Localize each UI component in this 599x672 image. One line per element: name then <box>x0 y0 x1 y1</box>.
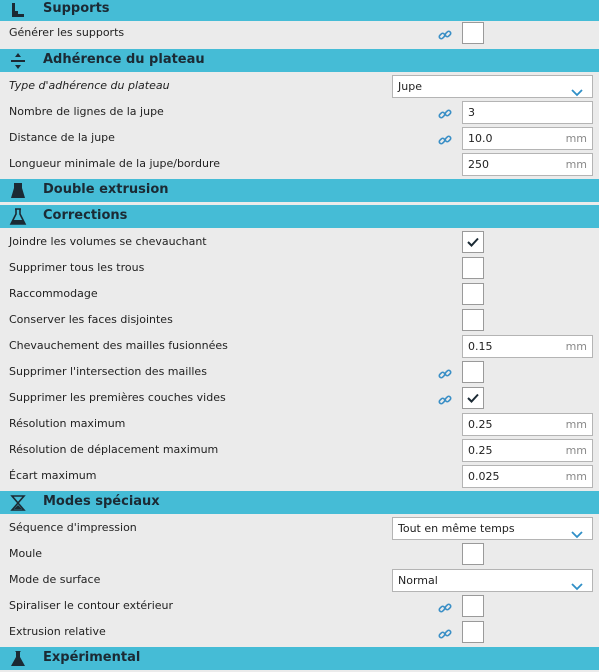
setting-generate-supports <box>0 21 599 47</box>
remove-intersection-checkbox[interactable] <box>462 361 484 383</box>
check-icon <box>466 235 480 249</box>
max-deviation-input[interactable] <box>462 465 593 488</box>
setting-label: Joindre les volumes se chevauchant <box>9 235 207 248</box>
setting-remove-intersection <box>0 360 599 386</box>
support-icon <box>9 1 27 19</box>
setting-label: Spiraliser le contour extérieur <box>9 599 174 612</box>
setting-skirt-lines <box>0 100 599 126</box>
setting-label: Distance de la jupe <box>9 131 115 144</box>
setting-adhesion-type <box>0 74 599 100</box>
setting-max-travel-resolution <box>0 438 599 464</box>
unit-label: mm <box>565 444 587 457</box>
generate-supports-checkbox[interactable] <box>462 22 484 44</box>
setting-label: Chevauchement des mailles fusionnées <box>9 339 228 352</box>
adhesion-icon <box>9 52 27 70</box>
input-value: 0.15 <box>468 340 493 353</box>
input-value: 250 <box>468 158 489 171</box>
setting-label: Générer les supports <box>9 26 125 39</box>
setting-label: Résolution de déplacement maximum <box>9 443 219 456</box>
setting-label: Nombre de lignes de la jupe <box>9 105 164 118</box>
setting-relative-extrusion <box>0 620 599 646</box>
spiralize-checkbox[interactable] <box>462 595 484 617</box>
unit-label: mm <box>565 470 587 483</box>
input-value: 0.25 <box>468 418 493 431</box>
skirt-distance-input[interactable] <box>462 127 593 150</box>
section-corrections[interactable] <box>0 205 599 228</box>
link-icon[interactable] <box>438 366 452 380</box>
section-supports[interactable] <box>0 0 599 21</box>
section-title: Adhérence du plateau <box>43 52 205 67</box>
link-icon[interactable] <box>438 626 452 640</box>
max-resolution-input[interactable] <box>462 413 593 436</box>
setting-skirt-min-length <box>0 152 599 178</box>
relative-extrusion-checkbox[interactable] <box>462 621 484 643</box>
setting-keep-disconnected <box>0 308 599 334</box>
remove-holes-checkbox[interactable] <box>462 257 484 279</box>
setting-union-overlap <box>0 230 599 256</box>
skirt-min-length-input[interactable] <box>462 153 593 176</box>
input-value: 0.25 <box>468 444 493 457</box>
setting-max-deviation <box>0 464 599 490</box>
section-title: Expérimental <box>43 650 141 665</box>
section-title: Supports <box>43 1 110 16</box>
corrections-icon <box>9 208 27 226</box>
setting-label: Moule <box>9 547 43 560</box>
setting-label: Séquence d'impression <box>9 521 137 534</box>
setting-label: Écart maximum <box>9 469 97 482</box>
section-adhesion[interactable] <box>0 49 599 72</box>
mesh-overlap-input[interactable] <box>462 335 593 358</box>
setting-label: Raccommodage <box>9 287 98 300</box>
chevron-down-icon <box>571 82 583 101</box>
check-icon <box>466 391 480 405</box>
setting-label: Longueur minimale de la jupe/bordure <box>9 157 220 170</box>
setting-label: Résolution maximum <box>9 417 126 430</box>
print-sequence-dropdown[interactable] <box>392 517 593 540</box>
section-title: Corrections <box>43 208 128 223</box>
setting-label: Conserver les faces disjointes <box>9 313 173 326</box>
setting-mold <box>0 542 599 568</box>
unit-label: mm <box>565 340 587 353</box>
input-value: 10.0 <box>468 132 493 145</box>
keep-disconnected-checkbox[interactable] <box>462 309 484 331</box>
setting-stitching <box>0 282 599 308</box>
setting-label: Supprimer l'intersection des mailles <box>9 365 207 378</box>
adhesion-type-dropdown[interactable] <box>392 75 593 98</box>
input-value: 3 <box>468 106 475 119</box>
experimental-icon <box>9 650 27 668</box>
chevron-down-icon <box>571 576 583 595</box>
section-title: Double extrusion <box>43 182 169 197</box>
link-icon[interactable] <box>438 106 452 120</box>
link-icon[interactable] <box>438 392 452 406</box>
setting-label: Supprimer les premières couches vides <box>9 391 226 404</box>
section-title: Modes spéciaux <box>43 494 160 509</box>
setting-label: Extrusion relative <box>9 625 106 638</box>
dropdown-value: Jupe <box>398 80 422 93</box>
setting-spiralize <box>0 594 599 620</box>
link-icon[interactable] <box>438 600 452 614</box>
chevron-down-icon <box>571 524 583 543</box>
section-experimental[interactable] <box>0 647 599 670</box>
unit-label: mm <box>565 132 587 145</box>
section-dual-extrusion[interactable] <box>0 179 599 202</box>
surface-mode-dropdown[interactable] <box>392 569 593 592</box>
section-special-modes[interactable] <box>0 491 599 514</box>
setting-max-resolution <box>0 412 599 438</box>
special-modes-icon <box>9 494 27 512</box>
setting-remove-empty-first <box>0 386 599 412</box>
stitching-checkbox[interactable] <box>462 283 484 305</box>
setting-skirt-distance <box>0 126 599 152</box>
input-value: 0.025 <box>468 470 500 483</box>
setting-print-sequence <box>0 516 599 542</box>
dropdown-value: Tout en même temps <box>398 522 515 535</box>
setting-mesh-overlap <box>0 334 599 360</box>
dual-extrusion-icon <box>9 182 27 200</box>
setting-surface-mode <box>0 568 599 594</box>
setting-label: Mode de surface <box>9 573 101 586</box>
setting-label: Type d'adhérence du plateau <box>9 79 170 92</box>
dropdown-value: Normal <box>398 574 438 587</box>
link-icon[interactable] <box>438 27 452 41</box>
union-overlap-checkbox[interactable] <box>462 231 484 253</box>
unit-label: mm <box>565 158 587 171</box>
max-travel-resolution-input[interactable] <box>462 439 593 462</box>
setting-remove-holes <box>0 256 599 282</box>
skirt-lines-input[interactable] <box>462 101 593 124</box>
mold-checkbox[interactable] <box>462 543 484 565</box>
setting-label: Supprimer tous les trous <box>9 261 145 274</box>
link-icon[interactable] <box>438 132 452 146</box>
remove-empty-first-checkbox[interactable] <box>462 387 484 409</box>
unit-label: mm <box>565 418 587 431</box>
